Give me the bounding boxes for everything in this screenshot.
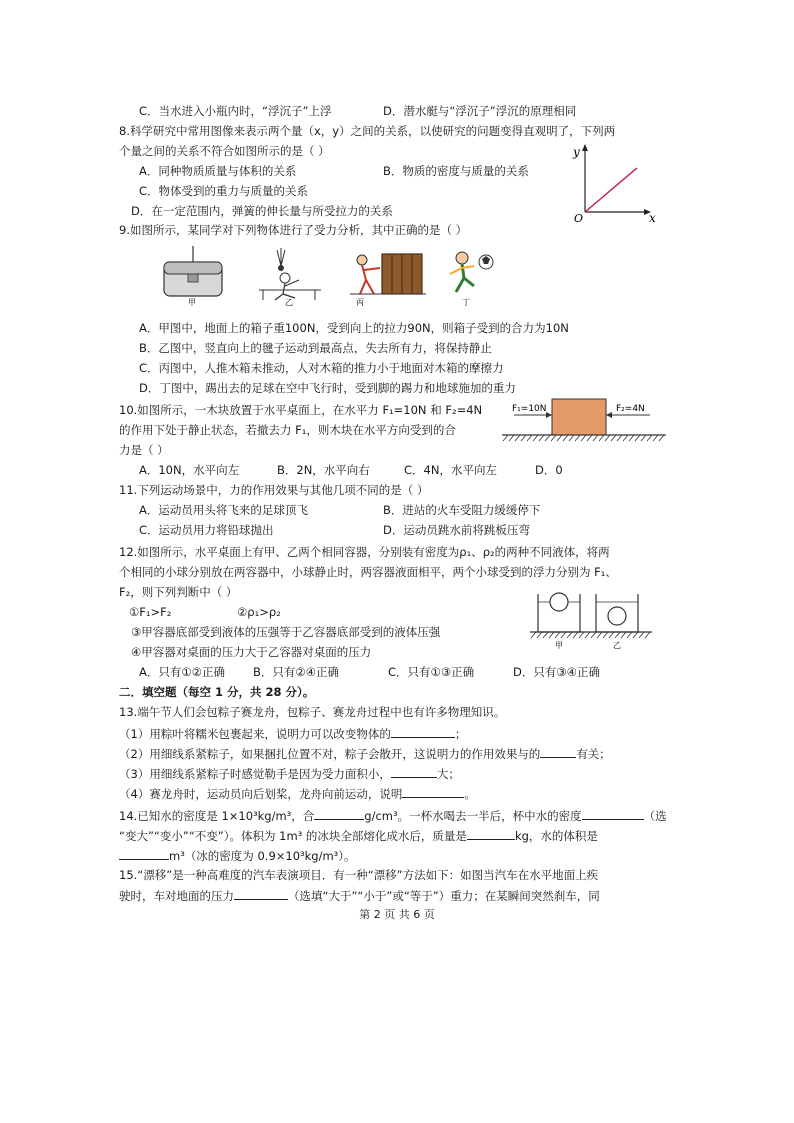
person-body — [360, 265, 380, 294]
q12-option-d: D．只有③④正确 — [513, 665, 600, 679]
hatch-mark — [641, 435, 646, 441]
hatch-mark — [575, 435, 580, 441]
q9-figure-bing — [348, 244, 428, 306]
caption-jia: 甲 — [555, 641, 563, 650]
hatch-mark — [597, 632, 602, 638]
box-latch — [188, 274, 198, 282]
table-hatch — [531, 632, 650, 638]
q12-option-c: C．只有①③正确 — [388, 665, 475, 679]
q14-text-6: m³（冰的密度为 0.9×10³kg/m³）。 — [169, 849, 356, 863]
q9-figure-yi — [255, 244, 325, 306]
hatch-mark — [627, 632, 632, 638]
q13-part-4 — [119, 785, 476, 802]
q9-stem: 9.如图所示，某同学对下列物体进行了受力分析，其中正确的是（ ） — [119, 223, 468, 237]
q14-line-1 — [119, 807, 667, 824]
q13-blank-1[interactable] — [391, 725, 455, 738]
q12-figure — [528, 588, 658, 650]
shuttlecock-feathers — [277, 250, 281, 266]
hatch-mark — [647, 435, 652, 441]
q11-option-c: C．运动员用力将铅球抛出 — [139, 523, 274, 537]
hatch-mark — [549, 632, 554, 638]
f2-arrow-head — [606, 412, 612, 418]
q14-text-2: g/cm³。一杯水喝去一半后，杯中水的密度 — [364, 809, 582, 823]
q8-option-b: B．物质的密度与质量的关系 — [383, 164, 529, 178]
q13-part-3-end: 大； — [436, 767, 460, 781]
hatch-mark — [611, 435, 616, 441]
q9-figure-ding — [442, 244, 500, 306]
q7-option-c: C．当水进入小瓶内时，“浮沉子”上浮 — [139, 104, 332, 118]
ball-jia — [550, 593, 568, 611]
hatch-mark — [527, 435, 532, 441]
hatch-mark — [555, 632, 560, 638]
q10-stem-line3: 力是（ ） — [119, 443, 169, 457]
q11-option-b: B．进站的火车受阻力缓缓停下 — [383, 503, 541, 517]
q10-option-c: C．4N，水平向左 — [404, 463, 497, 477]
hatch-mark — [623, 435, 628, 441]
hatch-mark — [659, 435, 664, 441]
hatch-mark — [521, 435, 526, 441]
shuttlecock-base — [278, 265, 284, 271]
origin-label: O — [574, 212, 584, 224]
hatch-mark — [569, 435, 574, 441]
shuttlecock-feathers — [281, 250, 285, 266]
hatch-mark — [543, 632, 548, 638]
hatch-mark — [503, 435, 508, 441]
f1-label: F₁=10N — [512, 404, 547, 414]
q13-part-3 — [119, 765, 460, 782]
q12-statement-4: ④甲容器对桌面的压力大于乙容器对桌面的压力 — [131, 645, 372, 659]
q14-blank-2[interactable] — [582, 807, 644, 820]
q12-statement-2: ②ρ₁>ρ₂ — [237, 605, 281, 619]
q13-stem: 13.端午节人们会包粽子赛龙舟，包粽子、赛龙舟过程中也有许多物理知识。 — [119, 705, 506, 719]
q10-option-a: A．10N，水平向左 — [139, 463, 240, 477]
q11-option-d: D．运动员跳水前将跳板压弯 — [383, 523, 530, 537]
hatch-mark — [545, 435, 550, 441]
hatch-mark — [645, 632, 650, 638]
box-lid — [164, 262, 222, 274]
q7-option-d: D．潜水艇与“浮沉子”浮沉的原理相同 — [383, 104, 577, 118]
wooden-block — [552, 399, 606, 435]
q9-figure-jia — [158, 244, 228, 306]
q15-line-1: 15.“漂移”是一种高难度的汽车表演项目．有一种“漂移”方法如下：如图当汽车在水平地面上疾 — [119, 868, 599, 882]
player-head — [280, 273, 290, 283]
q12-stem-line1: 12.如图所示，水平桌面上有甲、乙两个相同容器，分别装有密度为ρ₁、ρ₂的两种不同液体，将两 — [119, 545, 610, 559]
q13-part-1 — [119, 725, 466, 742]
q13-part-2-text: （2）用细线系紧粽子，如果捆扎位置不对，粽子会散开，这说明力的作用效果与的 — [119, 747, 541, 761]
q14-text-1: 14.已知水的密度是 1×10³kg/m³，合 — [119, 809, 315, 823]
q13-part-1-text: （1）用粽叶将糯米包裹起来，说明力可以改变物体的 — [119, 727, 391, 741]
hatch-mark — [585, 632, 590, 638]
q8-graph — [565, 142, 660, 224]
hatch-mark — [633, 632, 638, 638]
q14-text-5: kg，水的体积是 — [514, 829, 598, 843]
q10-stem-line1: 10.如图所示，一木块放置于水平桌面上，在水平力 F₁=10N 和 F₂=4N — [119, 403, 483, 417]
q9-option-c: C．丙图中，人推木箱未推动，人对木箱的推力小于地面对木箱的摩擦力 — [139, 361, 504, 375]
q14-blank-4[interactable] — [119, 847, 169, 860]
caption-jia: 甲 — [188, 298, 196, 306]
q13-blank-2[interactable] — [540, 745, 576, 758]
q9-option-d: D．丁图中，踢出去的足球在空中飞行时，受到脚的踢力和地球施加的重力 — [139, 381, 516, 395]
hatch-mark — [581, 435, 586, 441]
hatch-mark — [551, 435, 556, 441]
q12-statement-1: ①F₁>F₂ — [129, 605, 172, 619]
q9-option-a: A．甲图中，地面上的箱子重100N，受到向上的拉力90N，则箱子受到的合力为10N — [139, 321, 569, 335]
q10-figure — [500, 395, 670, 445]
hatch-mark — [563, 435, 568, 441]
q12-statement-3: ③甲容器底部受到液体的压强等于乙容器底部受到的液体压强 — [131, 625, 441, 639]
hatch-mark — [629, 435, 634, 441]
q13-part-4-text: （4）赛龙舟时，运动员向后划桨，龙舟向前运动，说明 — [119, 787, 403, 801]
q13-part-4-end: 。 — [464, 787, 476, 801]
hatch-mark — [579, 632, 584, 638]
q12-option-a: A．只有①②正确 — [139, 665, 225, 679]
caption-ding: 丁 — [462, 298, 470, 306]
q14-line-2 — [119, 827, 598, 844]
caption-yi: 乙 — [285, 298, 293, 306]
q15-text-1: 驶时，车对地面的压力 — [119, 889, 234, 903]
hatch-mark — [561, 632, 566, 638]
q10-option-d: D．0 — [535, 463, 563, 477]
hatch-mark — [617, 435, 622, 441]
hatch-mark — [591, 632, 596, 638]
f1-arrow-head — [546, 412, 552, 418]
q13-part-3-text: （3）用细线系紧粽子时感觉勒手是因为受力面积小， — [119, 767, 391, 781]
f2-label: F₂=4N — [616, 404, 645, 414]
hatch-mark — [509, 435, 514, 441]
hatch-mark — [621, 632, 626, 638]
q13-part-2-end: 有关； — [576, 747, 611, 761]
q8-option-c: C．物体受到的重力与质量的关系 — [139, 184, 309, 198]
player-head — [456, 252, 468, 264]
q13-blank-4[interactable] — [402, 785, 464, 798]
q14-blank-3[interactable] — [467, 827, 515, 840]
section-2-title: 二．填空题（每空 1 分，共 28 分）。 — [119, 685, 315, 699]
q12-stem-line2: 个相同的小球分别放在两容器中，小球静止时，两容器液面相平，两个小球受到的浮力分别为 F₁、 — [119, 565, 617, 579]
hatch-mark — [639, 632, 644, 638]
q14-blank-1[interactable] — [314, 807, 364, 820]
q14-text-4: “变大”“变小”“不变”）。体积为 1m³ 的冰块全部熔化成水后，质量是 — [119, 829, 467, 843]
hatch-mark — [533, 435, 538, 441]
hatch-mark — [653, 435, 658, 441]
y-axis-label: y — [573, 145, 580, 159]
q14-text-3: （选 — [643, 809, 667, 823]
q11-stem: 11.下列运动场景中，力的作用效果与其他几项不同的是（ ） — [119, 483, 429, 497]
hatch-mark — [587, 435, 592, 441]
page-footer: 第 2 页 共 6 页 — [359, 908, 435, 921]
hatch-mark — [567, 632, 572, 638]
hatch-mark — [603, 632, 608, 638]
q11-option-a: A．运动员用头将飞来的足球顶飞 — [139, 503, 308, 517]
q8-option-a: A．同种物质质量与体积的关系 — [139, 164, 297, 178]
q12-stem-line3: F₂，则下列判断中（ ） — [119, 585, 238, 599]
q10-stem-line2: 的作用下处于静止状态，若撤去力 F₁，则木块在水平方向受到的合 — [119, 423, 456, 437]
ball-yi — [608, 607, 626, 625]
q13-part-2 — [119, 745, 611, 762]
q9-option-b: B．乙图中，竖直向上的毽子运动到最高点，失去所有力，将保持静止 — [139, 341, 492, 355]
q10-option-b: B．2N，水平向右 — [277, 463, 370, 477]
hatch-mark — [615, 632, 620, 638]
hatch-mark — [573, 632, 578, 638]
q13-blank-3[interactable] — [391, 765, 437, 778]
x-axis-label: x — [649, 211, 656, 224]
caption-yi: 乙 — [613, 641, 621, 650]
hatch-mark — [557, 435, 562, 441]
hatch-mark — [605, 435, 610, 441]
q13-part-1-end: ； — [454, 727, 467, 741]
hatch-mark — [609, 632, 614, 638]
q8-stem-line1: 8.科学研究中常用图像来表示两个量（x，y）之间的关系，以使研究的问题变得直观明了，下列两 — [119, 124, 616, 138]
caption-bing: 丙 — [356, 298, 364, 306]
q14-line-3 — [119, 847, 356, 864]
hatch-mark — [537, 632, 542, 638]
hatch-mark — [635, 435, 640, 441]
q15-blank-1[interactable] — [234, 887, 288, 900]
q12-option-b: B．只有②④正确 — [253, 665, 340, 679]
table-hatch — [503, 435, 664, 441]
hatch-mark — [599, 435, 604, 441]
q8-option-d: D．在一定范围内，弹簧的伸长量与所受拉力的关系 — [131, 204, 393, 218]
q15-line-2 — [119, 887, 600, 904]
hatch-mark — [593, 435, 598, 441]
q15-text-2: （选填“大于”“小于”或“等于”）重力；在某瞬间突然刹车，同 — [288, 889, 600, 903]
q8-stem-line2: 个量之间的关系不符合如图所示的是（ ） — [119, 144, 330, 158]
hatch-mark — [531, 632, 536, 638]
proportional-line — [585, 168, 637, 212]
y-axis-arrow — [582, 144, 588, 151]
hatch-mark — [539, 435, 544, 441]
hatch-mark — [515, 435, 520, 441]
person-head — [357, 255, 367, 265]
